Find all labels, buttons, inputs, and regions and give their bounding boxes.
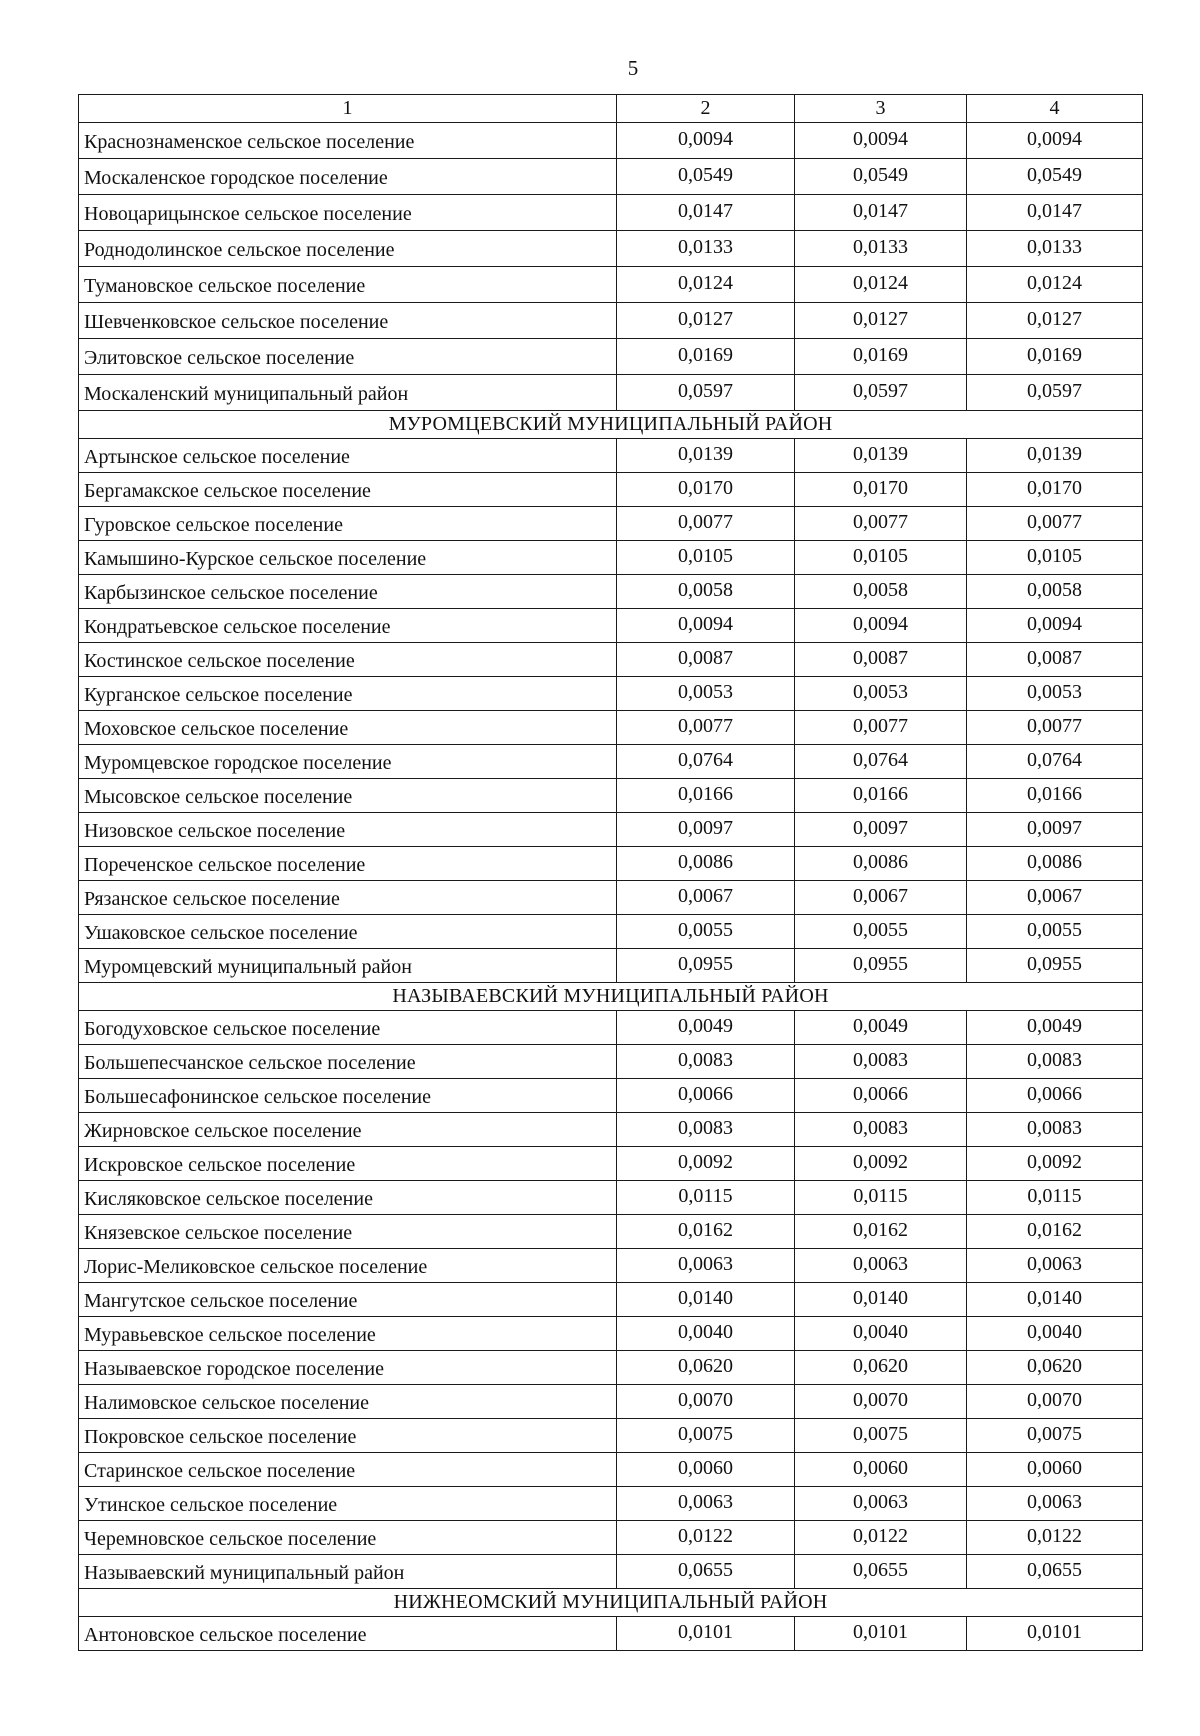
table-row bbox=[79, 1045, 1143, 1079]
value-col4-cell: 0,0764 bbox=[967, 745, 1143, 779]
value-col2-cell: 0,0549 bbox=[617, 159, 795, 195]
settlement-name-cell: Муромцевское городское поселение bbox=[79, 745, 617, 779]
settlement-name-cell: Антоновское сельское поселение bbox=[79, 1617, 617, 1651]
table-row bbox=[79, 1351, 1143, 1385]
value-col2-cell: 0,0955 bbox=[617, 949, 795, 983]
value-col3-cell: 0,0087 bbox=[795, 643, 967, 677]
value-col4-cell: 0,0105 bbox=[967, 541, 1143, 575]
value-col2-cell: 0,0115 bbox=[617, 1181, 795, 1215]
value-col3-cell: 0,0075 bbox=[795, 1419, 967, 1453]
section-title: НАЗЫВАЕВСКИЙ МУНИЦИПАЛЬНЫЙ РАЙОН bbox=[79, 983, 1143, 1011]
settlement-name-cell: Курганское сельское поселение bbox=[79, 677, 617, 711]
value-col4-cell: 0,0063 bbox=[967, 1249, 1143, 1283]
table-row bbox=[79, 1521, 1143, 1555]
value-col2-cell: 0,0166 bbox=[617, 779, 795, 813]
value-col2-cell: 0,0124 bbox=[617, 267, 795, 303]
table-row bbox=[79, 847, 1143, 881]
value-col4-cell: 0,0166 bbox=[967, 779, 1143, 813]
value-col2-cell: 0,0049 bbox=[617, 1011, 795, 1045]
value-col2-cell: 0,0147 bbox=[617, 195, 795, 231]
table-row bbox=[79, 439, 1143, 473]
table-row bbox=[79, 779, 1143, 813]
value-col2-cell: 0,0077 bbox=[617, 711, 795, 745]
value-col4-cell: 0,0097 bbox=[967, 813, 1143, 847]
value-col4-cell: 0,0066 bbox=[967, 1079, 1143, 1113]
value-col2-cell: 0,0075 bbox=[617, 1419, 795, 1453]
column-header-1: 1 bbox=[79, 95, 617, 123]
value-col4-cell: 0,0133 bbox=[967, 231, 1143, 267]
value-col3-cell: 0,0086 bbox=[795, 847, 967, 881]
table-row bbox=[79, 1487, 1143, 1521]
value-col2-cell: 0,0087 bbox=[617, 643, 795, 677]
value-col3-cell: 0,0122 bbox=[795, 1521, 967, 1555]
value-col3-cell: 0,0070 bbox=[795, 1385, 967, 1419]
settlement-name-cell: Искровское сельское поселение bbox=[79, 1147, 617, 1181]
value-col3-cell: 0,0055 bbox=[795, 915, 967, 949]
settlement-name-cell: Черемновское сельское поселение bbox=[79, 1521, 617, 1555]
header-row bbox=[79, 95, 1143, 123]
value-col3-cell: 0,0764 bbox=[795, 745, 967, 779]
table-row bbox=[79, 267, 1143, 303]
table-row bbox=[79, 745, 1143, 779]
settlement-name-cell: Большесафонинское сельское поселение bbox=[79, 1079, 617, 1113]
value-col4-cell: 0,0101 bbox=[967, 1617, 1143, 1651]
value-col3-cell: 0,0060 bbox=[795, 1453, 967, 1487]
value-col4-cell: 0,0162 bbox=[967, 1215, 1143, 1249]
value-col4-cell: 0,0070 bbox=[967, 1385, 1143, 1419]
table-row bbox=[79, 1079, 1143, 1113]
settlement-name-cell: Муравьевское сельское поселение bbox=[79, 1317, 617, 1351]
value-col4-cell: 0,0620 bbox=[967, 1351, 1143, 1385]
value-col3-cell: 0,0597 bbox=[795, 375, 967, 411]
table-row bbox=[79, 1113, 1143, 1147]
value-col2-cell: 0,0169 bbox=[617, 339, 795, 375]
value-col3-cell: 0,0147 bbox=[795, 195, 967, 231]
settlement-name-cell: Бергамакское сельское поселение bbox=[79, 473, 617, 507]
settlement-name-cell: Моховское сельское поселение bbox=[79, 711, 617, 745]
table-row bbox=[79, 1617, 1143, 1651]
settlement-name-cell: Покровское сельское поселение bbox=[79, 1419, 617, 1453]
settlement-name-cell: Кисляковское сельское поселение bbox=[79, 1181, 617, 1215]
value-col3-cell: 0,0066 bbox=[795, 1079, 967, 1113]
table-row bbox=[79, 1419, 1143, 1453]
value-col3-cell: 0,0053 bbox=[795, 677, 967, 711]
value-col3-cell: 0,0058 bbox=[795, 575, 967, 609]
value-col4-cell: 0,0115 bbox=[967, 1181, 1143, 1215]
value-col2-cell: 0,0083 bbox=[617, 1045, 795, 1079]
settlement-name-cell: Большепесчанское сельское поселение bbox=[79, 1045, 617, 1079]
value-col3-cell: 0,0124 bbox=[795, 267, 967, 303]
table-row bbox=[79, 339, 1143, 375]
table-row bbox=[79, 711, 1143, 745]
value-col2-cell: 0,0597 bbox=[617, 375, 795, 411]
value-col2-cell: 0,0620 bbox=[617, 1351, 795, 1385]
value-col2-cell: 0,0053 bbox=[617, 677, 795, 711]
value-col4-cell: 0,0060 bbox=[967, 1453, 1143, 1487]
settlement-name-cell: Старинское сельское поселение bbox=[79, 1453, 617, 1487]
settlement-name-cell: Карбызинское сельское поселение bbox=[79, 575, 617, 609]
value-col4-cell: 0,0083 bbox=[967, 1113, 1143, 1147]
value-col3-cell: 0,0040 bbox=[795, 1317, 967, 1351]
settlement-name-cell: Богодуховское сельское поселение bbox=[79, 1011, 617, 1045]
value-col4-cell: 0,0058 bbox=[967, 575, 1143, 609]
value-col2-cell: 0,0063 bbox=[617, 1249, 795, 1283]
value-col4-cell: 0,0124 bbox=[967, 267, 1143, 303]
table-row bbox=[79, 1181, 1143, 1215]
table-row bbox=[79, 1147, 1143, 1181]
column-header-2: 2 bbox=[617, 95, 795, 123]
value-col4-cell: 0,0147 bbox=[967, 195, 1143, 231]
value-col2-cell: 0,0122 bbox=[617, 1521, 795, 1555]
value-col2-cell: 0,0060 bbox=[617, 1453, 795, 1487]
value-col3-cell: 0,0166 bbox=[795, 779, 967, 813]
value-col4-cell: 0,0139 bbox=[967, 439, 1143, 473]
value-col2-cell: 0,0094 bbox=[617, 609, 795, 643]
table-row bbox=[79, 473, 1143, 507]
value-col3-cell: 0,0077 bbox=[795, 507, 967, 541]
settlement-name-cell: Тумановское сельское поселение bbox=[79, 267, 617, 303]
table-row bbox=[79, 1215, 1143, 1249]
table-row bbox=[79, 677, 1143, 711]
value-col3-cell: 0,0955 bbox=[795, 949, 967, 983]
page-number: 5 bbox=[627, 56, 639, 80]
value-col4-cell: 0,0077 bbox=[967, 711, 1143, 745]
settlement-name-cell: Мысовское сельское поселение bbox=[79, 779, 617, 813]
value-col2-cell: 0,0094 bbox=[617, 123, 795, 159]
table-row bbox=[79, 375, 1143, 411]
value-col4-cell: 0,0955 bbox=[967, 949, 1143, 983]
value-col4-cell: 0,0094 bbox=[967, 609, 1143, 643]
table-row bbox=[79, 575, 1143, 609]
value-col2-cell: 0,0101 bbox=[617, 1617, 795, 1651]
value-col4-cell: 0,0049 bbox=[967, 1011, 1143, 1045]
settlement-name-cell: Пореченское сельское поселение bbox=[79, 847, 617, 881]
value-col3-cell: 0,0094 bbox=[795, 123, 967, 159]
value-col3-cell: 0,0094 bbox=[795, 609, 967, 643]
value-col4-cell: 0,0170 bbox=[967, 473, 1143, 507]
value-col3-cell: 0,0049 bbox=[795, 1011, 967, 1045]
value-col3-cell: 0,0140 bbox=[795, 1283, 967, 1317]
value-col2-cell: 0,0066 bbox=[617, 1079, 795, 1113]
settlement-name-cell: Новоцарицынское сельское поселение bbox=[79, 195, 617, 231]
value-col4-cell: 0,0053 bbox=[967, 677, 1143, 711]
table-row bbox=[79, 1317, 1143, 1351]
value-col4-cell: 0,0122 bbox=[967, 1521, 1143, 1555]
value-col4-cell: 0,0094 bbox=[967, 123, 1143, 159]
value-col4-cell: 0,0063 bbox=[967, 1487, 1143, 1521]
value-col3-cell: 0,0115 bbox=[795, 1181, 967, 1215]
settlement-name-cell: Камышино-Курское сельское поселение bbox=[79, 541, 617, 575]
value-col4-cell: 0,0549 bbox=[967, 159, 1143, 195]
value-col3-cell: 0,0077 bbox=[795, 711, 967, 745]
table-row bbox=[79, 1249, 1143, 1283]
table-row bbox=[79, 915, 1143, 949]
value-col2-cell: 0,0040 bbox=[617, 1317, 795, 1351]
table-row bbox=[79, 949, 1143, 983]
settlement-name-cell: Рязанское сельское поселение bbox=[79, 881, 617, 915]
settlement-name-cell: Налимовское сельское поселение bbox=[79, 1385, 617, 1419]
settlement-name-cell: Артынское сельское поселение bbox=[79, 439, 617, 473]
settlement-name-cell: Гуровское сельское поселение bbox=[79, 507, 617, 541]
value-col3-cell: 0,0620 bbox=[795, 1351, 967, 1385]
value-col3-cell: 0,0092 bbox=[795, 1147, 967, 1181]
value-col2-cell: 0,0655 bbox=[617, 1555, 795, 1589]
settlement-name-cell: Москаленский муниципальный район bbox=[79, 375, 617, 411]
value-col2-cell: 0,0140 bbox=[617, 1283, 795, 1317]
section-title: МУРОМЦЕВСКИЙ МУНИЦИПАЛЬНЫЙ РАЙОН bbox=[79, 411, 1143, 439]
value-col3-cell: 0,0655 bbox=[795, 1555, 967, 1589]
value-col2-cell: 0,0162 bbox=[617, 1215, 795, 1249]
settlement-name-cell: Называевский муниципальный район bbox=[79, 1555, 617, 1589]
section-header-row bbox=[79, 983, 1143, 1011]
table-row bbox=[79, 123, 1143, 159]
table-row bbox=[79, 813, 1143, 847]
column-header-3: 3 bbox=[795, 95, 967, 123]
table-row bbox=[79, 1385, 1143, 1419]
settlement-name-cell: Роднодолинское сельское поселение bbox=[79, 231, 617, 267]
settlement-name-cell: Кондратьевское сельское поселение bbox=[79, 609, 617, 643]
value-col2-cell: 0,0067 bbox=[617, 881, 795, 915]
table-row bbox=[79, 1283, 1143, 1317]
value-col3-cell: 0,0133 bbox=[795, 231, 967, 267]
value-col4-cell: 0,0092 bbox=[967, 1147, 1143, 1181]
value-col3-cell: 0,0101 bbox=[795, 1617, 967, 1651]
settlement-name-cell: Краснознаменское сельское поселение bbox=[79, 123, 617, 159]
value-col4-cell: 0,0140 bbox=[967, 1283, 1143, 1317]
value-col2-cell: 0,0764 bbox=[617, 745, 795, 779]
table-row bbox=[79, 643, 1143, 677]
section-title: НИЖНЕОМСКИЙ МУНИЦИПАЛЬНЫЙ РАЙОН bbox=[79, 1589, 1143, 1617]
value-col2-cell: 0,0055 bbox=[617, 915, 795, 949]
value-col4-cell: 0,0067 bbox=[967, 881, 1143, 915]
settlement-name-cell: Мангутское сельское поселение bbox=[79, 1283, 617, 1317]
value-col3-cell: 0,0083 bbox=[795, 1045, 967, 1079]
settlement-name-cell: Муромцевский муниципальный район bbox=[79, 949, 617, 983]
value-col2-cell: 0,0127 bbox=[617, 303, 795, 339]
table-body bbox=[79, 95, 1143, 1651]
table-row bbox=[79, 1555, 1143, 1589]
value-col2-cell: 0,0086 bbox=[617, 847, 795, 881]
value-col2-cell: 0,0097 bbox=[617, 813, 795, 847]
table-row bbox=[79, 1011, 1143, 1045]
value-col2-cell: 0,0070 bbox=[617, 1385, 795, 1419]
value-col2-cell: 0,0139 bbox=[617, 439, 795, 473]
value-col3-cell: 0,0139 bbox=[795, 439, 967, 473]
table-row bbox=[79, 1453, 1143, 1487]
settlement-name-cell: Шевченковское сельское поселение bbox=[79, 303, 617, 339]
value-col4-cell: 0,0127 bbox=[967, 303, 1143, 339]
table-row bbox=[79, 231, 1143, 267]
value-col4-cell: 0,0597 bbox=[967, 375, 1143, 411]
value-col3-cell: 0,0127 bbox=[795, 303, 967, 339]
table-row bbox=[79, 195, 1143, 231]
value-col4-cell: 0,0040 bbox=[967, 1317, 1143, 1351]
value-col4-cell: 0,0086 bbox=[967, 847, 1143, 881]
settlement-name-cell: Называевское городское поселение bbox=[79, 1351, 617, 1385]
section-header-row bbox=[79, 1589, 1143, 1617]
table-row bbox=[79, 507, 1143, 541]
table-row bbox=[79, 881, 1143, 915]
value-col3-cell: 0,0170 bbox=[795, 473, 967, 507]
value-col4-cell: 0,0075 bbox=[967, 1419, 1143, 1453]
value-col4-cell: 0,0087 bbox=[967, 643, 1143, 677]
settlement-name-cell: Москаленское городское поселение bbox=[79, 159, 617, 195]
value-col3-cell: 0,0105 bbox=[795, 541, 967, 575]
value-col4-cell: 0,0655 bbox=[967, 1555, 1143, 1589]
value-col4-cell: 0,0169 bbox=[967, 339, 1143, 375]
settlement-name-cell: Костинское сельское поселение bbox=[79, 643, 617, 677]
value-col2-cell: 0,0133 bbox=[617, 231, 795, 267]
settlement-name-cell: Ушаковское сельское поселение bbox=[79, 915, 617, 949]
section-header-row bbox=[79, 411, 1143, 439]
value-col3-cell: 0,0063 bbox=[795, 1487, 967, 1521]
table-row bbox=[79, 159, 1143, 195]
value-col3-cell: 0,0063 bbox=[795, 1249, 967, 1283]
settlement-name-cell: Элитовское сельское поселение bbox=[79, 339, 617, 375]
table-row bbox=[79, 609, 1143, 643]
value-col4-cell: 0,0083 bbox=[967, 1045, 1143, 1079]
value-col4-cell: 0,0077 bbox=[967, 507, 1143, 541]
value-col3-cell: 0,0083 bbox=[795, 1113, 967, 1147]
table-row bbox=[79, 303, 1143, 339]
value-col3-cell: 0,0169 bbox=[795, 339, 967, 375]
table-row bbox=[79, 541, 1143, 575]
value-col3-cell: 0,0162 bbox=[795, 1215, 967, 1249]
value-col3-cell: 0,0097 bbox=[795, 813, 967, 847]
settlement-name-cell: Низовское сельское поселение bbox=[79, 813, 617, 847]
settlement-name-cell: Лорис-Меликовское сельское поселение bbox=[79, 1249, 617, 1283]
value-col2-cell: 0,0077 bbox=[617, 507, 795, 541]
value-col2-cell: 0,0083 bbox=[617, 1113, 795, 1147]
value-col2-cell: 0,0105 bbox=[617, 541, 795, 575]
value-col2-cell: 0,0170 bbox=[617, 473, 795, 507]
value-col4-cell: 0,0055 bbox=[967, 915, 1143, 949]
data-table bbox=[78, 94, 1143, 1651]
settlement-name-cell: Утинское сельское поселение bbox=[79, 1487, 617, 1521]
value-col2-cell: 0,0092 bbox=[617, 1147, 795, 1181]
settlement-name-cell: Князевское сельское поселение bbox=[79, 1215, 617, 1249]
settlement-name-cell: Жирновское сельское поселение bbox=[79, 1113, 617, 1147]
value-col3-cell: 0,0067 bbox=[795, 881, 967, 915]
value-col2-cell: 0,0058 bbox=[617, 575, 795, 609]
value-col3-cell: 0,0549 bbox=[795, 159, 967, 195]
value-col2-cell: 0,0063 bbox=[617, 1487, 795, 1521]
column-header-4: 4 bbox=[967, 95, 1143, 123]
